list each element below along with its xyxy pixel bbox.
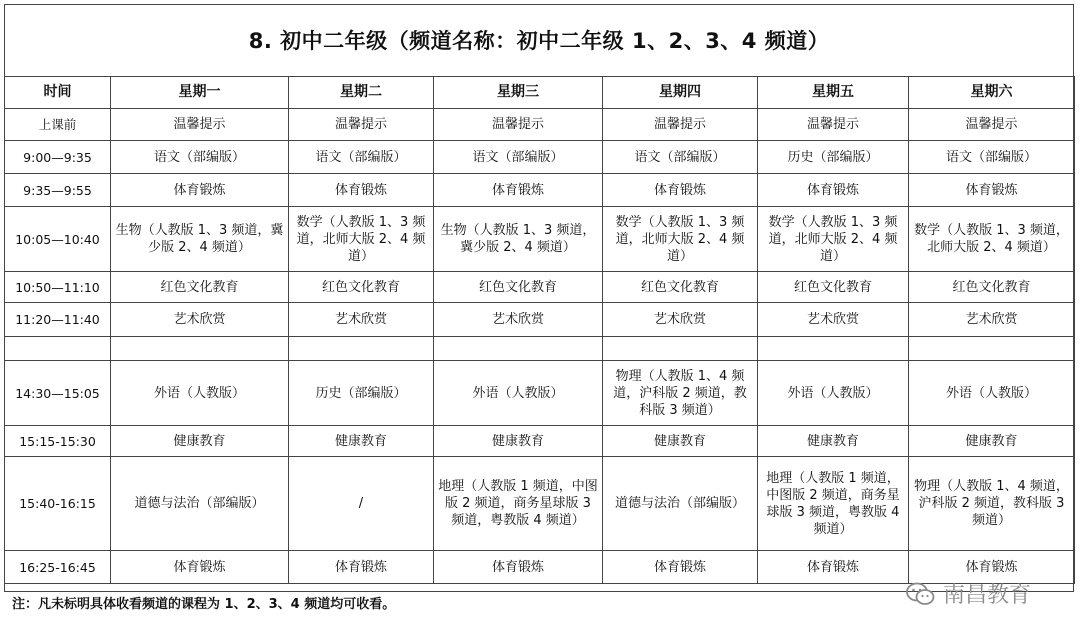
time-cell: 15:40-16:15 [5,457,111,551]
schedule-cell: 生物（人教版 1、3 频道，冀少版 2、4 频道） [111,207,289,272]
time-cell: 上课前 [5,109,111,141]
schedule-cell: 体育锻炼 [758,551,909,584]
schedule-cell: 历史（部编版） [758,141,909,174]
header-saturday: 星期六 [909,77,1075,109]
schedule-cell: 艺术欣赏 [603,303,758,337]
header-monday: 星期一 [111,77,289,109]
schedule-table [4,76,1075,584]
schedule-cell: 数学（人教版 1、3 频道，北师大版 2、4 频道） [289,207,434,272]
time-cell: 9:00—9:35 [5,141,111,174]
schedule-cell: 外语（人教版） [434,361,603,426]
schedule-cell: 历史（部编版） [289,361,434,426]
table-row [5,174,1075,207]
schedule-cell: 物理（人教版 1、4 频道，沪科版 2 频道，教科版 3 频道） [909,457,1075,551]
schedule-cell: 体育锻炼 [909,551,1075,584]
schedule-cell: 艺术欣赏 [909,303,1075,337]
schedule-cell: 健康教育 [434,426,603,457]
schedule-cell: / [289,457,434,551]
schedule-cell [434,337,603,361]
schedule-cell: 生物（人教版 1、3 频道，冀少版 2、4 频道） [434,207,603,272]
schedule-cell: 温馨提示 [434,109,603,141]
schedule-cell: 体育锻炼 [603,551,758,584]
schedule-cell: 健康教育 [603,426,758,457]
schedule-cell: 道德与法治（部编版） [603,457,758,551]
table-row [5,426,1075,457]
table-row [5,361,1075,426]
schedule-cell: 数学（人教版 1、3 频道，北师大版 2、4 频道） [758,207,909,272]
schedule-cell: 语文（部编版） [111,141,289,174]
schedule-cell: 艺术欣赏 [758,303,909,337]
time-cell: 16:25-16:45 [5,551,111,584]
schedule-cell [758,337,909,361]
schedule-cell: 体育锻炼 [289,174,434,207]
schedule-cell [111,337,289,361]
watermark [905,578,1031,609]
schedule-cell: 体育锻炼 [603,174,758,207]
schedule-cell: 艺术欣赏 [434,303,603,337]
schedule-cell: 温馨提示 [909,109,1075,141]
table-row [5,109,1075,141]
table-row [5,272,1075,303]
schedule-cell: 艺术欣赏 [289,303,434,337]
schedule-cell: 健康教育 [909,426,1075,457]
header-friday: 星期五 [758,77,909,109]
schedule-cell: 外语（人教版） [111,361,289,426]
time-cell [5,337,111,361]
schedule-cell: 物理（人教版 1、4 频道，沪科版 2 频道，教科版 3 频道） [603,361,758,426]
schedule-cell: 语文（部编版） [434,141,603,174]
header-row [5,77,1075,109]
schedule-cell: 体育锻炼 [289,551,434,584]
schedule-cell: 体育锻炼 [434,551,603,584]
schedule-cell: 温馨提示 [603,109,758,141]
time-cell: 11:20—11:40 [5,303,111,337]
time-cell: 10:05—10:40 [5,207,111,272]
schedule-cell: 健康教育 [758,426,909,457]
schedule-cell: 数学（人教版 1、3 频道，北师大版 2、4 频道） [909,207,1075,272]
schedule-cell [603,337,758,361]
time-cell: 9:35—9:55 [5,174,111,207]
schedule-cell [289,337,434,361]
time-cell: 10:50—11:10 [5,272,111,303]
schedule-cell: 温馨提示 [111,109,289,141]
schedule-cell: 体育锻炼 [111,551,289,584]
schedule-cell: 红色文化教育 [111,272,289,303]
schedule-cell: 温馨提示 [289,109,434,141]
time-cell: 15:15-15:30 [5,426,111,457]
schedule-cell: 温馨提示 [758,109,909,141]
schedule-cell: 语文（部编版） [289,141,434,174]
schedule-cell: 地理（人教版 1 频道，中图版 2 频道，商务星球版 3 频道，粤教版 4 频道） [434,457,603,551]
table-row [5,337,1075,361]
header-time: 时间 [5,77,111,109]
footnote: 注：凡未标明具体收看频道的课程为 1、2、3、4 频道均可收看。 [12,597,396,612]
header-thursday: 星期四 [603,77,758,109]
schedule-cell: 健康教育 [111,426,289,457]
schedule-cell: 体育锻炼 [909,174,1075,207]
schedule-cell: 外语（人教版） [909,361,1075,426]
schedule-cell: 红色文化教育 [758,272,909,303]
schedule-cell: 体育锻炼 [758,174,909,207]
time-cell: 14:30—15:05 [5,361,111,426]
header-tuesday: 星期二 [289,77,434,109]
table-row [5,141,1075,174]
schedule-cell: 外语（人教版） [758,361,909,426]
schedule-cell [909,337,1075,361]
schedule-cell: 健康教育 [289,426,434,457]
schedule-cell: 语文（部编版） [909,141,1075,174]
schedule-cell: 道德与法治（部编版） [111,457,289,551]
table-row [5,207,1075,272]
header-wednesday: 星期三 [434,77,603,109]
schedule-cell: 数学（人教版 1、3 频道，北师大版 2、4 频道） [603,207,758,272]
table-row [5,303,1075,337]
watermark-text: 南昌教育 [943,583,1032,608]
schedule-cell: 体育锻炼 [434,174,603,207]
schedule-cell: 体育锻炼 [111,174,289,207]
schedule-cell: 红色文化教育 [289,272,434,303]
schedule-cell: 语文（部编版） [603,141,758,174]
page-title: 8. 初中二年级（频道名称：初中二年级 1、2、3、4 频道） [248,29,830,53]
table-row [5,457,1075,551]
schedule-cell: 红色文化教育 [909,272,1075,303]
schedule-cell: 地理（人教版 1 频道，中图版 2 频道，商务星球版 3 频道，粤教版 4 频道） [758,457,909,551]
schedule-cell: 艺术欣赏 [111,303,289,337]
schedule-cell: 红色文化教育 [603,272,758,303]
schedule-cell: 红色文化教育 [434,272,603,303]
wechat-icon [905,581,935,607]
